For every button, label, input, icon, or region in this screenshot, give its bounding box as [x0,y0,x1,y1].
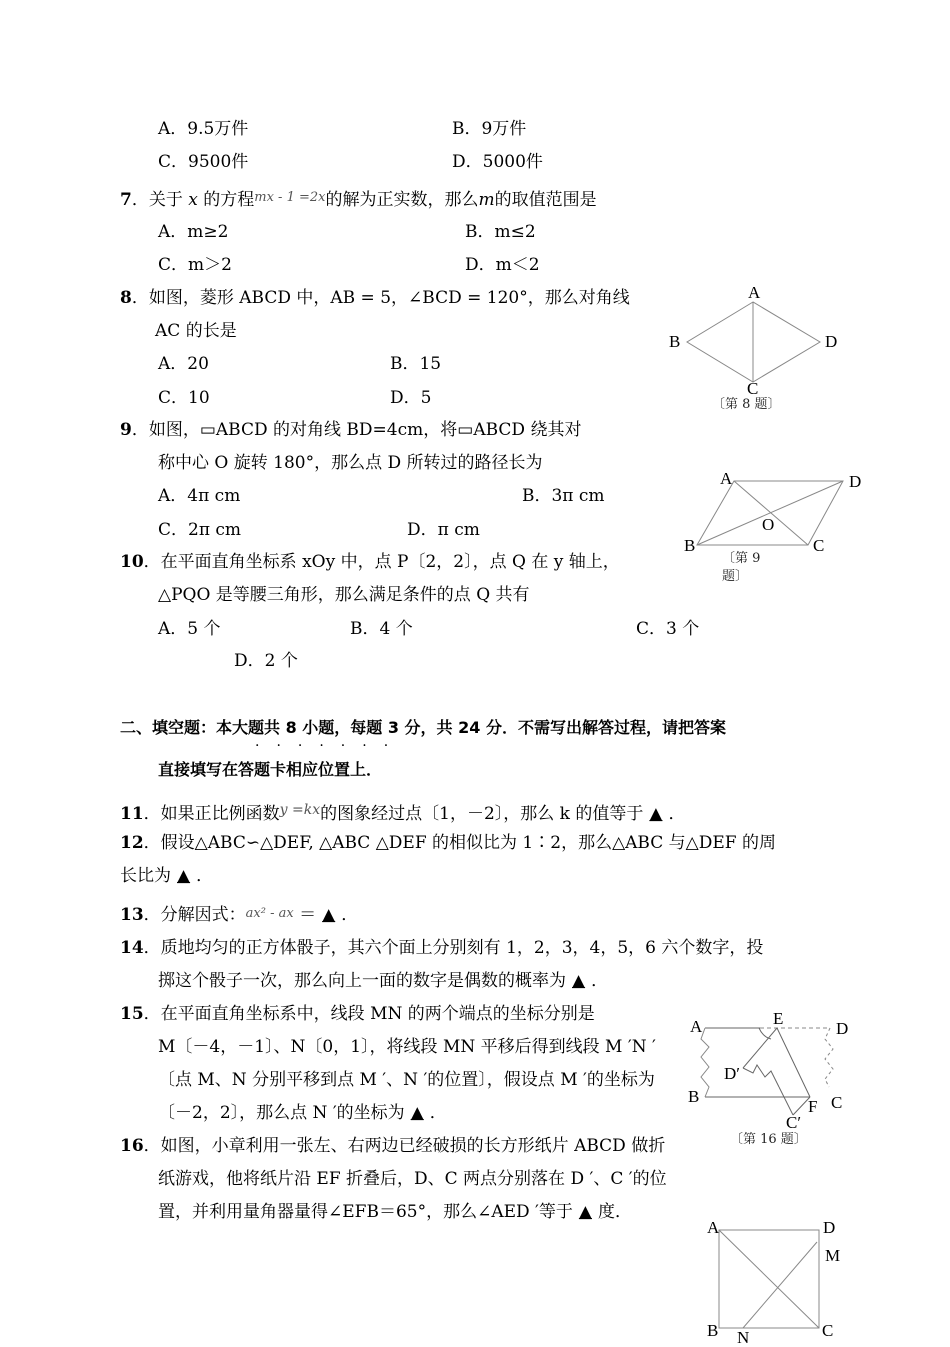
q7-option-c: C．m＞2 [158,255,232,275]
q17-square-figure [705,1222,835,1342]
q9-label-c: C [813,536,825,555]
q16-label-f: F [808,1097,818,1116]
q8-label-a: A [748,283,761,302]
q16-stem-line1 [120,1135,665,1157]
q10-stem-line2: △PQO 是等腰三角形，那么满足条件的点 Q 共有 [158,585,530,605]
q8-option-b: B．15 [390,354,442,374]
q9-number: 9 [120,420,132,440]
q9-option-a: A．4π cm [158,486,241,506]
q11-stem [120,799,685,825]
q14-stem-line2 [158,970,608,992]
q15-number: 15 [120,1004,144,1024]
q12-stem-line2 [120,865,213,887]
section2-heading-line1: 二、填空题：本大题共 8 小题，每题 3 分，共 24 分．不需写出解答过程，请把答案 [120,718,726,737]
q11-formula: y =kx [279,802,321,818]
q16-answer-blank: ▲ [578,1202,592,1222]
q9-parallelogram-figure [690,470,860,550]
q10-number: 10 [120,552,144,572]
q8-option-c: C．10 [158,388,210,408]
q9-option-d: D．π cm [407,520,480,540]
q8-label-b: B [669,332,681,351]
q15-answer-blank: ▲ [410,1103,424,1123]
q16-label-a: A [690,1017,703,1036]
q7-var-m: m [478,190,495,210]
q7-option-b: B．m≤2 [465,222,536,242]
q15-text: ．在平面直角坐标系中，线段 MN 的两个端点的坐标分别是 [143,1004,595,1024]
q8-number: 8 [120,288,132,308]
q9-stem-line2: 称中心 O 旋转 180°，那么点 D 所转过的路径长为 [158,453,543,473]
q9-label-d: D [849,472,862,491]
q8-label-c: C [747,379,759,398]
q9-option-c: C．2π cm [158,520,242,540]
q17-label-d: D [823,1218,836,1237]
q17-label-c: C [822,1321,834,1340]
q8-option-d: D．5 [390,388,432,408]
q9-label-b: B [684,536,696,555]
q15-stem-line4 [158,1102,447,1124]
q12-number: 12 [120,833,144,853]
q7-number: 7 [120,190,132,210]
q8-label-d: D [825,332,838,351]
q16-text-c: 置，并利用量角器量得∠EFB＝65°，那么∠AED ′等于 [158,1202,573,1222]
q15-stem-line2: M〔－4，－1〕、N〔0，1〕，将线段 MN 平移后得到线段 M ′N ′ [158,1037,656,1057]
q7-text-a: ．关于 [131,190,183,210]
q14-text-b: 掷这个骰子一次，那么向上一面的数字是偶数的概率为 [158,971,566,991]
q7-formula: mx - 1 =2x [254,190,326,205]
q16-folded-paper-figure [695,1015,845,1135]
q16-label-b: B [688,1087,700,1106]
q10-option-a: A．5 个 [158,619,221,639]
q12-answer-blank: ▲ [177,866,191,886]
q16-text: ．如图，小章利用一张左、右两边已经破损的长方形纸片 ABCD 做折 [143,1136,666,1156]
q16-label-d-prime: D′ [724,1064,740,1083]
q16-stem-line3 [158,1201,632,1223]
q15-stem-line3: 〔点 M、N 分别平移到点 M ′、N ′的位置〕，假设点 M ′的坐标为 [158,1070,655,1090]
q11-text-a: ．如果正比例函数 [143,804,280,824]
q12-end: ． [196,866,214,886]
q9-figure-caption-1: 〔第 9 [722,551,761,566]
q8-text: ．如图，菱形 ABCD 中，AB = 5，∠BCD = 120°，那么对角线 [131,288,630,308]
q13-answer-blank: ▲ [322,905,336,925]
q9-label-a: A [720,469,733,488]
q8-figure-caption: 〔第 8 题〕 [712,397,781,412]
q10-option-c: C．3 个 [636,619,700,639]
q9-label-o: O [762,515,775,534]
q12-text: ．假设△ABC∽△DEF, △ABC △DEF 的相似比为 1∶2，那么△ABC 与△DEF 的周 [143,833,776,853]
q7-text-b: 的方程 [203,190,255,210]
q8-option-a: A．20 [158,354,209,374]
q14-answer-blank: ▲ [572,971,586,991]
q14-end: ． [591,971,609,991]
q7-option-a: A．m≥2 [158,222,229,242]
q17-label-a: A [707,1218,720,1237]
q8-stem-line1 [120,287,630,309]
q11-answer-blank: ▲ [649,804,663,824]
q6-option-d: D．5000件 [452,152,543,172]
q11-number: 11 [120,804,144,824]
q10-option-b: B．4 个 [350,619,413,639]
q15-text-d: 〔－2，2〕，那么点 N ′的坐标为 [158,1103,405,1123]
q10-option-d: D．2 个 [234,651,298,671]
q16-stem-line2: 纸游戏，他将纸片沿 EF 折叠后，D、C 两点分别落在 D ′、C ′的位 [158,1169,667,1189]
q10-stem-line1 [120,551,620,573]
q16-label-c: C [831,1093,843,1112]
q12-text-b: 长比为 [120,866,171,886]
q15-stem-line1 [120,1003,595,1025]
q7-stem [120,187,597,211]
section2-emphasis-dots: ······· [255,738,406,754]
q11-end: ． [668,804,686,824]
q13-end: ． [341,905,359,925]
q13-text-b: ＝ [299,905,317,925]
q9-text: ．如图，▭ABCD 的对角线 BD=4cm，将▭ABCD 绕其对 [131,420,582,440]
q14-stem-line1 [120,937,763,959]
q16-end: 度． [597,1202,632,1222]
q7-option-d: D．m＜2 [465,255,540,275]
q14-text: ．质地均匀的正方体骰子，其六个面上分别刻有 1，2，3，4，5，6 六个数字，投 [143,938,764,958]
q8-stem-line2: AC 的长是 [155,321,237,341]
q7-text-d: 的取值范围是 [494,190,597,210]
q13-text-a: ．分解因式： [143,905,246,925]
q7-text-c: 的解为正实数，那么 [325,190,479,210]
q17-label-n: N [737,1328,750,1347]
q11-text-b: 的图象经过点〔1，－2〕，那么 k 的值等于 [320,804,644,824]
q16-label-c-prime: C′ [786,1113,802,1132]
q14-number: 14 [120,938,144,958]
q16-label-e: E [773,1009,784,1028]
q16-label-d: D [836,1019,849,1038]
section2-heading-line2: 直接填写在答题卡相应位置上． [158,760,383,779]
q16-number: 16 [120,1136,144,1156]
q13-number: 13 [120,905,144,925]
q15-end: ． [429,1103,447,1123]
q6-option-c: C．9500件 [158,152,249,172]
q17-label-m: M [825,1246,841,1265]
q10-text: ．在平面直角坐标系 xOy 中，点 P〔2，2〕，点 Q 在 y 轴上， [143,552,620,572]
q7-var-x: x [188,190,198,210]
q17-label-b: B [707,1321,719,1340]
q16-figure-caption: 〔第 16 题〕 [730,1132,807,1147]
q9-option-b: B．3π cm [522,486,605,506]
q12-stem-line1 [120,832,776,854]
q6-option-b: B．9万件 [452,119,527,139]
q13-formula: ax² - ax [245,906,294,921]
q9-stem-line1 [120,419,581,441]
q6-option-a: A．9.5万件 [158,119,249,139]
q13-stem [120,903,358,926]
q9-figure-caption-2: 题〕 [722,569,749,584]
